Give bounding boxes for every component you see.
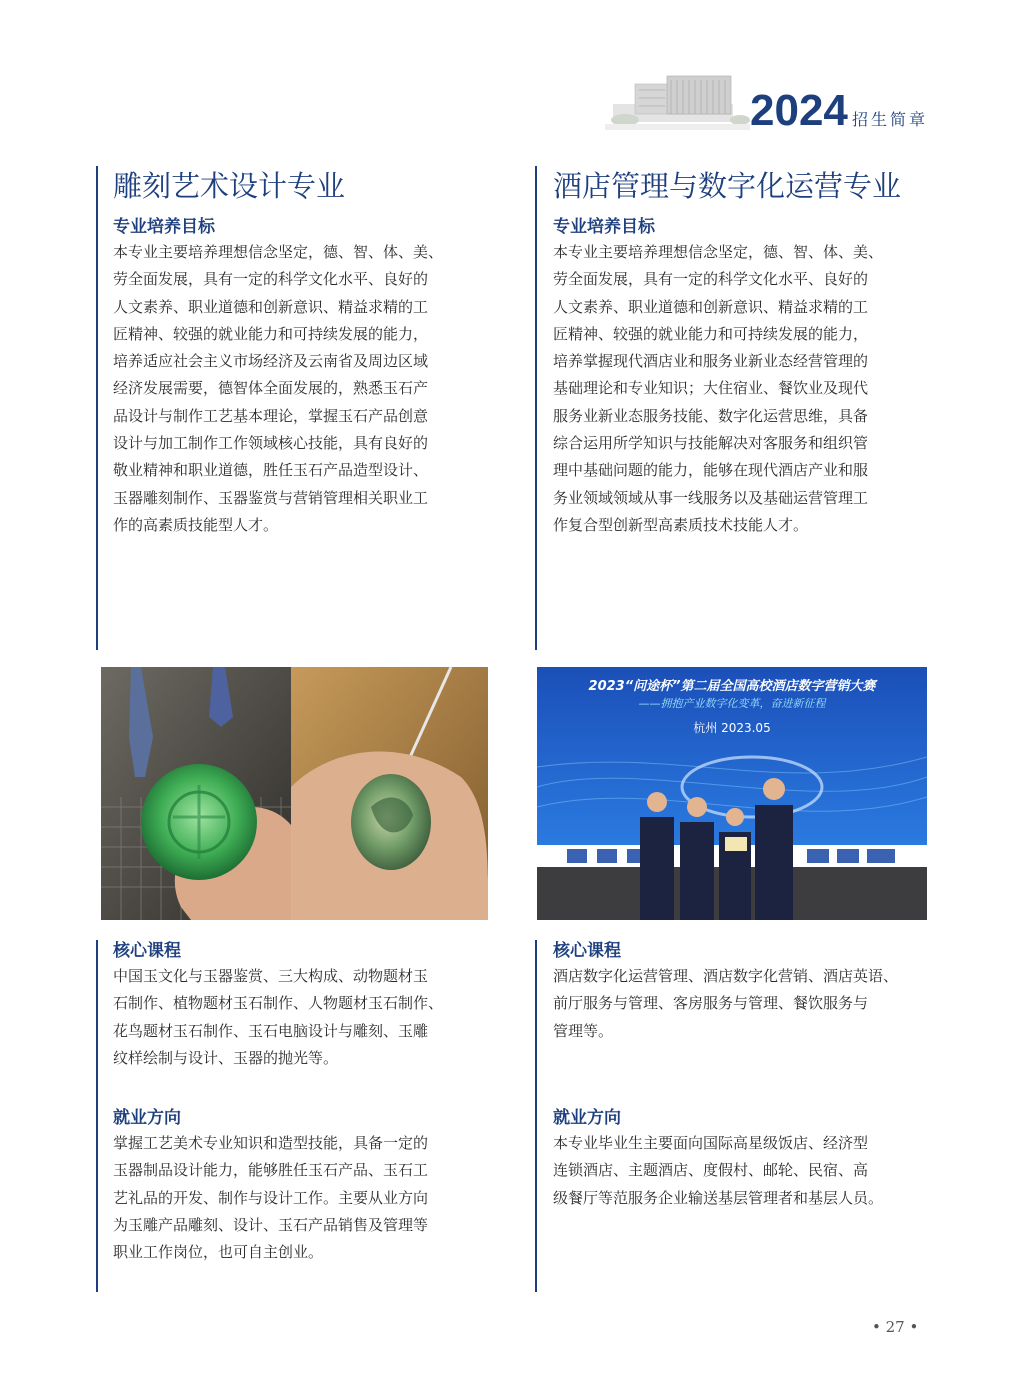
right-career-text	[553, 1130, 883, 1212]
left-core-courses-text	[113, 963, 443, 1072]
text-line: 敬业精神和职业道德，胜任玉石产品造型设计、	[113, 461, 429, 480]
building-illustration	[605, 70, 750, 130]
text-line: 务业领域领域从事一线服务以及基础运营管理工	[553, 488, 869, 507]
text-line: 连锁酒店、主题酒店、度假村、邮轮、民宿、高	[553, 1161, 869, 1180]
right-training-goal-text	[553, 239, 883, 539]
text-line: 人文素养、职业道德和创新意识、精益求精的工	[553, 297, 869, 316]
left-career-text	[113, 1130, 428, 1266]
right-training-goal-heading: 专业培养目标	[553, 217, 655, 237]
text-line: 匠精神、较强的就业能力和可持续发展的能力，	[113, 324, 429, 343]
text-line: 基础理论和专业知识；大住宿业、餐饮业及现代	[553, 379, 869, 398]
left-training-goal-heading: 专业培养目标	[113, 217, 215, 237]
left-career-heading: 就业方向	[113, 1108, 181, 1128]
page-number: • 27 •	[872, 1318, 919, 1336]
text-line: 品设计与制作工艺基本理论，掌握玉石产品创意	[113, 406, 429, 425]
right-career-heading: 就业方向	[553, 1108, 621, 1128]
text-line: 匠精神、较强的就业能力和可持续发展的能力，	[553, 324, 869, 343]
text-line: 经济发展需要，德智体全面发展的，熟悉玉石产	[113, 379, 429, 398]
text-line: 作复合型创新型高素质技术技能人才。	[553, 515, 809, 534]
text-line: 前厅服务与管理、客房服务与管理、餐饮服务与	[553, 994, 869, 1013]
text-line: 劳全面发展，具有一定的科学文化水平、良好的	[113, 270, 429, 289]
text-line: 设计与加工制作工作领域核心技能，具有良好的	[113, 434, 429, 453]
right-major-title: 酒店管理与数字化运营专业	[553, 169, 902, 203]
header-year: 2024	[750, 86, 848, 135]
text-line: 人文素养、职业道德和创新意识、精益求精的工	[113, 297, 429, 316]
text-line: 培养适应社会主义市场经济及云南省及周边区域	[113, 352, 429, 371]
text-line: 本专业毕业生主要面向国际高星级饭店、经济型	[553, 1134, 869, 1152]
text-line: 花鸟题材玉石制作、玉石电脑设计与雕刻、玉雕	[113, 1021, 429, 1040]
text-line: 掌握工艺美术专业知识和造型技能，具备一定的	[113, 1134, 429, 1152]
banner-slogan: ——拥抱产业数字化变革，奋进新征程	[638, 697, 826, 710]
left-divider-bottom	[96, 940, 98, 1292]
text-line: 玉器制品设计能力，能够胜任玉石产品、玉石工	[113, 1161, 429, 1180]
left-core-courses-heading: 核心课程	[113, 941, 181, 961]
competition-photo	[537, 667, 927, 920]
text-line: 职业工作岗位，也可自主创业。	[113, 1243, 324, 1262]
text-line: 劳全面发展，具有一定的科学文化水平、良好的	[553, 270, 869, 289]
text-line: 服务业新业态服务技能、数字化运营思维，具备	[553, 406, 869, 425]
text-line: 综合运用所学知识与技能解决对客服务和组织管	[553, 434, 869, 453]
text-line: 培养掌握现代酒店业和服务业新业态经营管理的	[553, 352, 869, 371]
right-divider-bottom	[535, 940, 537, 1292]
right-core-courses-heading: 核心课程	[553, 941, 621, 961]
text-line: 管理等。	[553, 1021, 614, 1040]
text-line: 本专业主要培养理想信念坚定，德、智、体、美、	[553, 243, 884, 261]
text-line: 纹样绘制与设计、玉器的抛光等。	[113, 1048, 339, 1067]
text-line: 理中基础问题的能力，能够在现代酒店产业和服	[553, 461, 869, 480]
text-line: 级餐厅等范服务企业输送基层管理者和基层人员。	[553, 1188, 884, 1207]
right-divider-top	[535, 166, 537, 650]
text-line: 石制作、植物题材玉石制作、人物题材玉石制作、	[113, 994, 444, 1013]
jade-carving-photo	[101, 667, 488, 920]
banner-location-date: 杭州 2023.05	[693, 721, 771, 735]
text-line: 作的高素质技能型人才。	[113, 515, 279, 534]
right-core-courses-text	[553, 963, 898, 1045]
banner-title: 2023“问途杯”第二届全国高校酒店数字营销大赛	[588, 679, 876, 694]
text-line: 中国玉文化与玉器鉴赏、三大构成、动物题材玉	[113, 967, 429, 985]
left-divider-top	[96, 166, 98, 650]
text-line: 玉器雕刻制作、玉器鉴赏与营销管理相关职业工	[113, 488, 429, 507]
left-training-goal-text	[113, 239, 443, 539]
text-line: 酒店数字化运营管理、酒店数字化营销、酒店英语、	[553, 967, 899, 985]
text-line: 本专业主要培养理想信念坚定，德、智、体、美、	[113, 243, 444, 261]
text-line: 为玉雕产品雕刻、设计、玉石产品销售及管理等	[113, 1215, 429, 1234]
left-major-title: 雕刻艺术设计专业	[113, 169, 346, 203]
header-subtitle: 招生简章	[852, 110, 929, 129]
text-line: 艺礼品的开发、制作与设计工作。主要从业方向	[113, 1188, 429, 1207]
